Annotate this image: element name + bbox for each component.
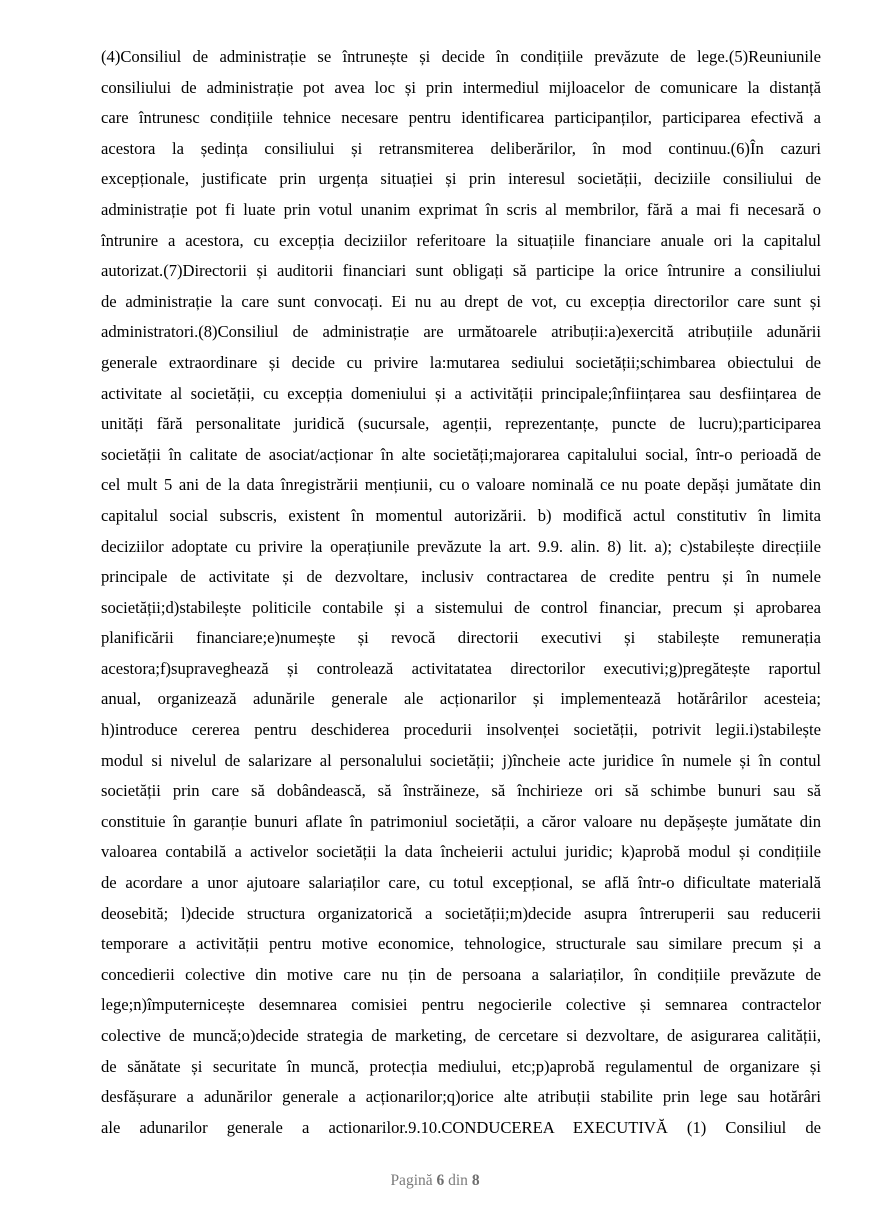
text-line: temporare a activității pentru motive economice, tehnologice, structurale sau similare precum și a (101, 934, 821, 954)
text-line: modul si nivelul de salarizare al personalului societății; j)încheie acte juridice în numele și în contul (101, 750, 821, 770)
text-line: consiliului de administrație pot avea loc și prin intermediul mijloacelor de comunicare la distanță (101, 77, 821, 97)
footer-prefix: Pagină (390, 1172, 433, 1189)
text-line: excepționale, justificate prin urgența situației și prin interesul societății, deciziile consiliului de (101, 169, 821, 189)
text-line: activitate al societății, cu excepția domeniului și a activității principale;înființarea sau desființarea de (101, 383, 821, 403)
current-page-number: 6 (436, 1172, 445, 1189)
text-line: generale extraordinare și decide cu privire la:mutarea sediului societății;schimbarea obiectului de (101, 352, 821, 372)
text-line: de administrație la care sunt convocați. Ei nu au drept de vot, cu excepția directorilor care sunt și (101, 291, 821, 311)
text-line: deosebită; l)decide structura organizatorică a societății;m)decide asupra întreruperii sau reducerii (101, 903, 821, 923)
text-line: (4)Consiliul de administrație se întrunește și decide în condițiile prevăzute de lege.(5)Reuniunile (101, 47, 821, 66)
text-line: deciziilor adoptate cu privire la operațiunile prevăzute la art. 9.9. alin. 8) lit. a); c)stabilește direcțiile (101, 536, 821, 556)
text-line: planificării financiare;e)numește și revocă directorii executivi și stabilește remunerația (101, 628, 821, 648)
text-line: acestora;f)supraveghează și controlează activitatatea directorilor executivi;g)pregătește raportul (101, 658, 821, 678)
text-line: lege;n)împuternicește desemnarea comisiei pentru negocierile colective și semnarea contractelor (101, 995, 821, 1015)
text-line: ale adunarilor generale a actionarilor.9.10.CONDUCEREA EXECUTIVĂ (1) Consiliul de (101, 1117, 821, 1137)
text-line: concedierii colective din motive care nu țin de persoana a salariaților, în condițiile prevăzute de (101, 964, 821, 984)
text-line: capitalul social subscris, existent în momentul autorizării. b) modifică actul constitutiv în limita (101, 505, 821, 525)
text-line: colective de muncă;o)decide strategia de marketing, de cercetare si dezvoltare, de asigurarea calității, (101, 1026, 821, 1045)
text-line: principale de activitate și de dezvoltare, inclusiv contractarea de credite pentru și în numele (101, 567, 821, 587)
text-line: autorizat.(7)Directorii și auditorii financiari sunt obligați să participe la orice întrunire a consiliului (101, 261, 821, 281)
text-line: acestora la ședința consiliului și retransmiterea deliberărilor, în mod continuu.(6)În cazuri (101, 138, 821, 158)
text-line: desfășurare a adunărilor generale a acționarilor;q)orice alte atribuții stabilite prin lege sau hotărâri (101, 1087, 821, 1107)
page-footer (0, 1172, 870, 1190)
text-line: societății în calitate de asociat/acționar în alte societăți;majorarea capitalului social, într-o perioadă de (101, 444, 821, 464)
body-text (101, 42, 821, 1143)
text-line: constituie în garanție bunuri aflate în patrimoniul societății, a căror valoare nu depășește jumătate din (101, 811, 821, 831)
text-line: administratori.(8)Consiliul de administrație are următoarele atribuții:a)exercită atribuțiile adunării (101, 322, 821, 342)
text-line: întrunire a acestora, cu excepția deciziilor referitoare la situațiile financiare anuale ori la capitalul (101, 230, 821, 250)
text-line: administrație pot fi luate prin votul unanim exprimat în scris al membrilor, fără a mai fi necesară o (101, 199, 821, 219)
text-line: h)introduce cererea pentru deschiderea procedurii insolvenței societății, potrivit legii.i)stabilește (101, 720, 821, 740)
text-line: societății;d)stabilește politicile contabile și a sistemului de control financiar, precum și aprobarea (101, 597, 821, 617)
text-line: societății prin care să dobândească, să înstrăineze, să închirieze ori să schimbe bunuri sau să (101, 781, 821, 801)
text-line: de acordare a unor ajutoare salariaților care, cu totul excepțional, se află într-o dificultate materială (101, 873, 821, 893)
text-line: valoarea contabilă a activelor societății la data încheierii actului juridic; k)aprobă modul și condițiile (101, 842, 821, 862)
text-line: cel mult 5 ani de la data înregistrării mențiunii, cu o valoare nominală ce nu poate depăși jumătate din (101, 475, 821, 495)
footer-separator: din (448, 1172, 468, 1189)
text-line: unități fără personalitate juridică (sucursale, agenții, reprezentanțe, puncte de lucru);participarea (101, 414, 821, 434)
total-pages-number: 8 (471, 1172, 480, 1189)
text-line: anual, organizează adunările generale ale acționarilor și implementează hotărârilor acesteia; (101, 689, 821, 709)
text-line: care întrunesc condițiile tehnice necesare pentru identificarea participanților, participarea efectivă a (101, 108, 821, 128)
text-line: de sănătate și securitate în muncă, protecția mediului, etc;p)aprobă regulamentul de organizare și (101, 1056, 821, 1076)
